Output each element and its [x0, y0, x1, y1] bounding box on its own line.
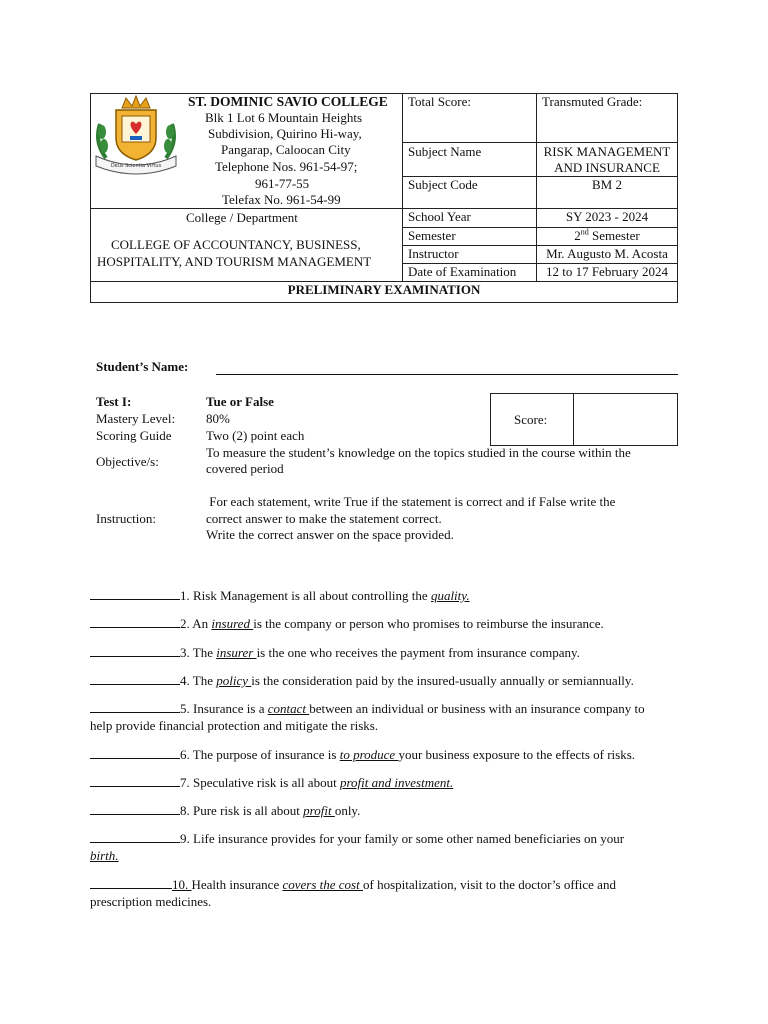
test-title: Tue or False	[206, 394, 274, 409]
exam-title: PRELIMINARY EXAMINATION	[287, 282, 481, 297]
question-2: 2. An insured is the company or person who promises to reimburse the insurance.	[90, 615, 680, 632]
question-5: 5. Insurance is a contact between an individual or business with an insurance company to help provide financial protection and mitigate the risks.	[90, 701, 645, 733]
school-year-value: SY 2023 - 2024	[565, 209, 649, 224]
instructor-label: Instructor	[408, 246, 459, 261]
mastery-value: 80%	[206, 411, 230, 426]
instructor-value: Mr. Augusto M. Acosta	[546, 246, 668, 261]
question-7: 7. Speculative risk is all about profit and investment.	[90, 774, 680, 791]
answer-blank-7[interactable]	[90, 774, 180, 787]
test-label: Test I:	[96, 394, 132, 409]
mastery-label: Mastery Level:	[96, 411, 176, 426]
school-address-6: Telefax No. 961-54-99	[222, 192, 341, 207]
subject-name-line-1: RISK MANAGEMENT	[543, 144, 671, 159]
scoring-label: Scoring Guide	[96, 428, 172, 443]
school-address-1: Blk 1 Lot 6 Mountain Heights	[205, 110, 363, 125]
instruction-line-3: Write the correct answer on the space provided.	[206, 527, 454, 542]
svg-text:Deus Scientia Virtus: Deus Scientia Virtus	[110, 163, 162, 169]
question-6: 6. The purpose of insurance is to produce your business exposure to the effects of risks.	[90, 746, 680, 763]
school-name: ST. DOMINIC SAVIO COLLEGE	[188, 94, 388, 109]
total-score-label: Total Score:	[408, 94, 471, 109]
objective-line-1: To measure the student’s knowledge on the topics studied in the course within the	[206, 445, 631, 460]
question-1: 1. Risk Management is all about controlling the quality.	[90, 587, 680, 604]
answer-blank-6[interactable]	[90, 746, 180, 759]
exam-date-value: 12 to 17 February 2024	[545, 264, 669, 279]
department-line-1: COLLEGE OF ACCOUNTANCY, BUSINESS,	[111, 237, 361, 252]
answer-blank-2[interactable]	[90, 615, 180, 628]
semester-value	[537, 228, 677, 244]
objective-label: Objective/s:	[96, 454, 159, 469]
answer-blank-8[interactable]	[90, 802, 180, 815]
instruction-label: Instruction:	[96, 511, 156, 526]
exam-header	[0, 0, 768, 310]
department-line-2: HOSPITALITY, AND TOURISM MANAGEMENT	[97, 254, 372, 269]
answer-blank-4[interactable]	[90, 672, 180, 685]
score-box	[490, 393, 678, 446]
school-address-3: Pangarap, Caloocan City	[221, 142, 351, 157]
school-address-4: Telephone Nos. 961-54-97;	[215, 159, 358, 174]
transmuted-grade-label: Transmuted Grade:	[542, 94, 643, 109]
objective-line-2: covered period	[206, 461, 284, 476]
instruction-line-2: correct answer to make the statement correct.	[206, 511, 442, 526]
semester-text: Semester	[588, 228, 640, 243]
school-logo	[92, 94, 180, 176]
question-9: 9. Life insurance provides for your family or some other named beneficiaries on your birth.	[90, 831, 625, 863]
question-4: 4. The policy is the consideration paid by the insured-usually annually or semiannually.	[90, 672, 680, 689]
subject-code-value: BM 2	[592, 177, 622, 192]
score-field[interactable]	[575, 395, 676, 444]
answer-blank-9[interactable]	[90, 830, 180, 843]
question-3: 3. The insurer is the one who receives the payment from insurance company.	[90, 644, 680, 661]
school-address-2: Subdivision, Quirino Hi-way,	[208, 126, 362, 141]
instruction-line-1: For each statement, write True if the statement is correct and if False write the	[206, 494, 616, 509]
answer-blank-10[interactable]	[90, 876, 172, 889]
subject-code-label: Subject Code	[408, 177, 478, 192]
semester-suffix: nd	[580, 227, 589, 237]
student-name-field[interactable]	[216, 374, 678, 375]
answer-blank-5[interactable]	[90, 700, 180, 713]
answer-blank-1[interactable]	[90, 587, 180, 600]
question-8: 8. Pure risk is all about profit only.	[90, 802, 680, 819]
student-name-label: Student’s Name:	[96, 359, 189, 374]
scoring-value: Two (2) point each	[206, 428, 305, 443]
semester-label: Semester	[408, 228, 456, 243]
department-label: College / Department	[186, 210, 298, 225]
subject-name-line-2: AND INSURANCE	[554, 160, 660, 175]
answer-blank-3[interactable]	[90, 644, 180, 657]
school-address-5: 961-77-55	[255, 176, 310, 191]
question-10: 10. Health insurance covers the cost of hospitalization, visit to the doctor’s office and prescription medicines.	[90, 877, 616, 909]
score-label: Score:	[514, 412, 548, 427]
school-year-label: School Year	[408, 209, 471, 224]
subject-name-label: Subject Name	[408, 144, 482, 159]
exam-date-label: Date of Examination	[408, 264, 517, 279]
semester-number: 2	[574, 228, 581, 243]
